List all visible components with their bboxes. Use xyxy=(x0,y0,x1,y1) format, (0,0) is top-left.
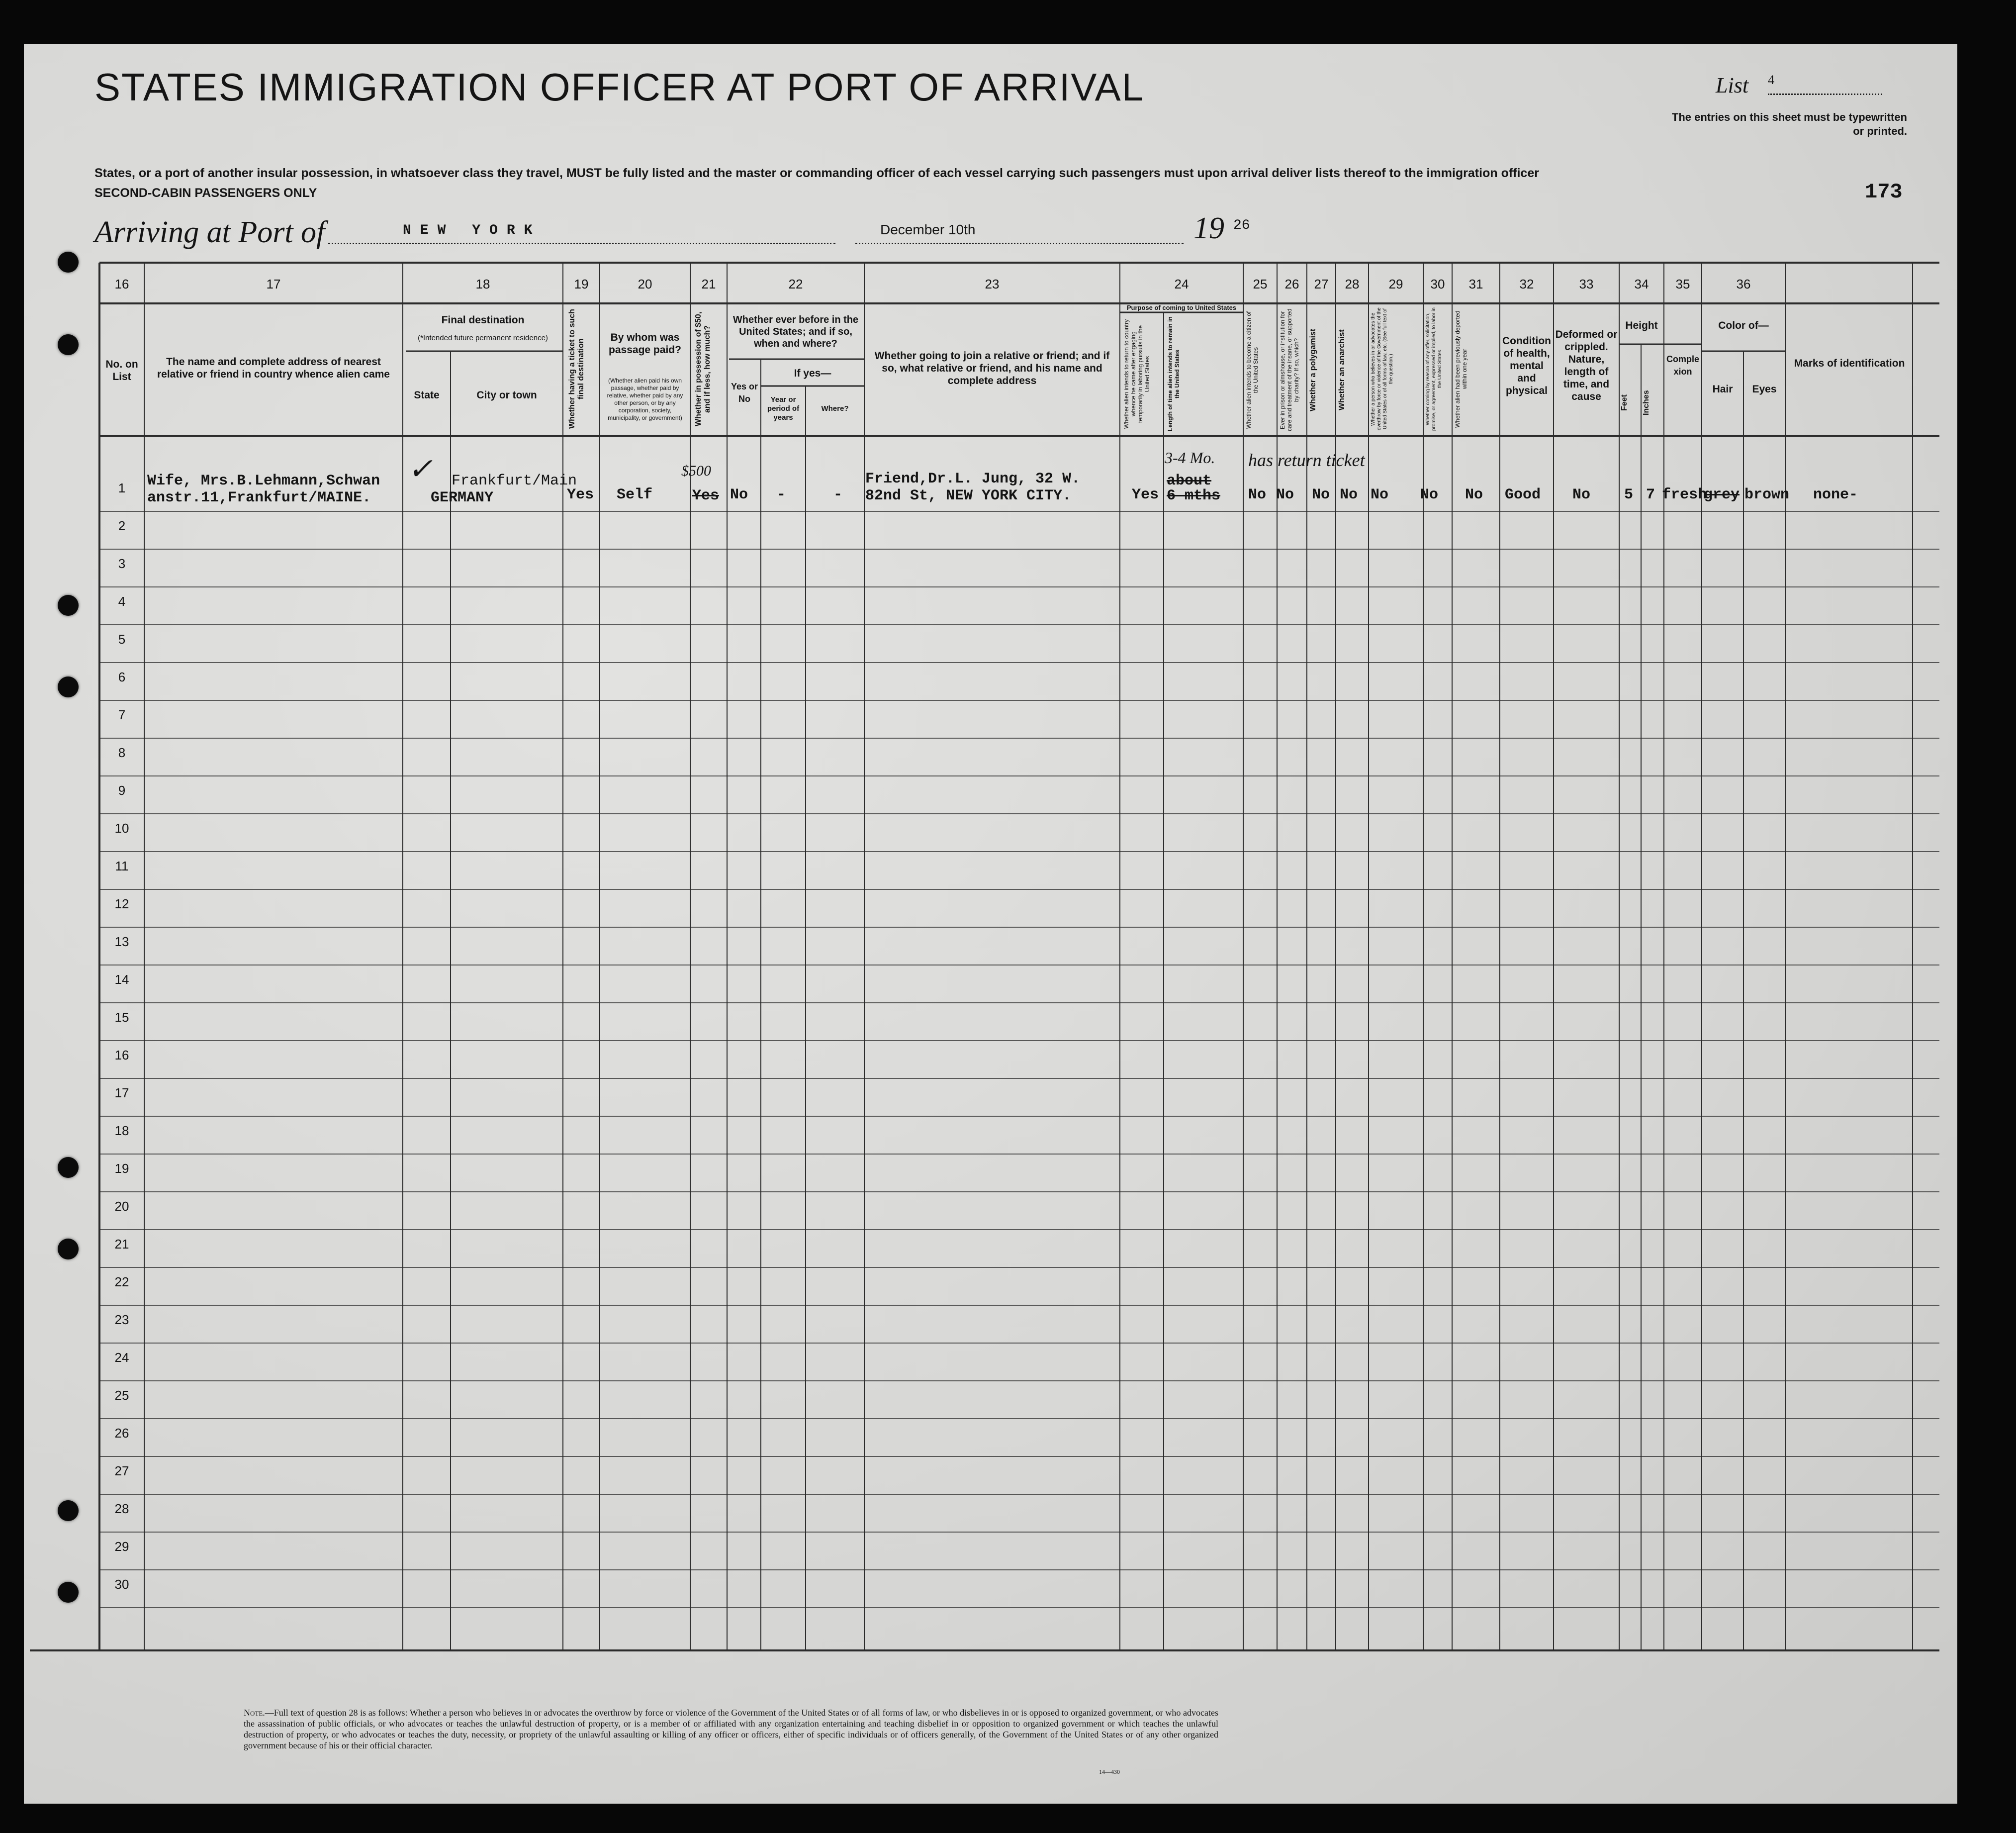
header-eyes: Eyes xyxy=(1752,383,1777,395)
row-number: 23 xyxy=(114,1312,129,1327)
row-number: 30 xyxy=(114,1577,129,1592)
eyes-value: brown xyxy=(1744,486,1790,503)
marks-value: none- xyxy=(1813,486,1858,503)
header-ticket: Whether having a ticket to such final destination xyxy=(568,309,585,429)
row-number: 16 xyxy=(114,1048,129,1062)
destination-city: Frankfurt/Main xyxy=(452,473,577,489)
column-number: 25 xyxy=(1253,277,1268,291)
passage-paid-value: Self xyxy=(617,486,653,503)
row-number: 9 xyxy=(118,783,126,798)
header-col28: Whether a person who believes in or advocates the overthrow by force or violence of the Government of the United States or of all forms of law, etc. (See full text of the question.) xyxy=(1371,307,1394,431)
header-purpose-length: Length of time alien intends to remain in the United States xyxy=(1167,316,1181,432)
list-number: 4 xyxy=(1768,73,1774,87)
list-label: List xyxy=(1716,73,1749,97)
row-number: 27 xyxy=(114,1463,129,1478)
header-yes-or-no: Yes or No xyxy=(731,382,758,404)
money-handwritten: $500 xyxy=(681,463,711,479)
header-join-relative: Whether going to join a relative or friend; and if so, what relative or friend, and his name and complete address xyxy=(874,350,1110,386)
header-feet: Feet xyxy=(1620,394,1629,411)
row-number: 5 xyxy=(118,632,126,647)
header-passage-paid: By whom was passage paid? xyxy=(609,332,681,356)
column-number: 23 xyxy=(985,277,1000,291)
sheet-number: 173 xyxy=(1865,180,1903,204)
year-suffix: 26 xyxy=(1233,218,1250,233)
entries-note: The entries on this sheet must be typewritten or printed. xyxy=(1671,111,1907,137)
header-hair: Hair xyxy=(1712,383,1733,395)
ticket-value: Yes xyxy=(567,486,594,503)
row-number: 4 xyxy=(118,594,126,609)
row-number: 2 xyxy=(118,518,126,533)
instruction-line: States, or a port of another insular possession, in whatsoever class they travel, MUST be fully listed and the master or commanding officer of each vessel carrying such passengers must upon arrival deliver lists thereof to the immigration officer xyxy=(94,166,1539,180)
arrival-date: December 10th xyxy=(880,222,976,237)
header-col29: Whether coming by reason of any offer, solicitation, promise, or agreement, expressed or implied, to labor in the United States xyxy=(1425,307,1443,431)
row-number: 6 xyxy=(118,670,126,684)
header-purpose-return: Whether alien intends to return to country whence he came after engaging temporarily in laboring pursuits in the United States xyxy=(1123,319,1151,429)
header-if-yes: If yes— xyxy=(794,367,831,379)
height-inches-value: 7 xyxy=(1646,486,1655,503)
header-where: Where? xyxy=(821,404,849,413)
header-marks: Marks of identification xyxy=(1794,357,1905,369)
header-health: Condition of health, mental and physical xyxy=(1502,335,1551,396)
header-purpose: Purpose of coming to United States xyxy=(1126,304,1237,311)
column-number: 20 xyxy=(638,277,652,291)
polygamist-value: No xyxy=(1312,486,1330,503)
row-number: 11 xyxy=(115,859,129,873)
destination-country: GERMANY xyxy=(431,489,494,506)
header-relative-address: The name and complete address of nearest relative or friend in country whence alien came xyxy=(157,356,390,380)
column-number: 21 xyxy=(701,277,716,291)
row-number: 1 xyxy=(118,481,126,495)
row-number: 19 xyxy=(114,1161,129,1176)
column-number: 27 xyxy=(1314,277,1329,291)
money-typed: Yes xyxy=(692,487,720,504)
header-col25: Ever in prison or almshouse, or institution for care and treatment of the insane, or supported by charity? If so, which? xyxy=(1279,308,1300,432)
header-inches: Inches xyxy=(1642,390,1650,416)
header-money: Whether in possession of $50, and if less, how much? xyxy=(694,311,712,427)
column-number: 24 xyxy=(1174,277,1189,291)
ever-before-value: No xyxy=(730,486,748,503)
arriving-label: Arriving at Port of xyxy=(94,215,325,249)
row-number: 13 xyxy=(114,934,129,949)
row-number: 7 xyxy=(118,707,126,722)
form-code: 14—430 xyxy=(1099,1768,1120,1775)
row-number: 15 xyxy=(114,1010,129,1025)
header-final-destination: Final destination xyxy=(441,314,525,326)
column-number: 18 xyxy=(475,277,490,291)
state-check-mark: ✓ xyxy=(408,453,433,485)
header-purpose-citizen: Whether alien intends to become a citizen of the United States xyxy=(1245,311,1259,429)
column-number: 28 xyxy=(1345,277,1360,291)
row-number: 26 xyxy=(114,1426,129,1441)
row-number: 21 xyxy=(114,1237,129,1252)
port-value: NEW YORK xyxy=(403,223,542,238)
row-number: 18 xyxy=(114,1123,129,1138)
column-number: 36 xyxy=(1736,277,1751,291)
row-number: 29 xyxy=(114,1539,129,1554)
column-number: 32 xyxy=(1519,277,1534,291)
page-title: STATES IMMIGRATION OFFICER AT PORT OF ARRIVAL xyxy=(94,65,1145,109)
anarchist-value: No xyxy=(1340,486,1358,503)
column-number: 26 xyxy=(1284,277,1299,291)
citizen-value: No xyxy=(1248,486,1267,503)
row-number: 14 xyxy=(114,972,129,987)
passenger-class: SECOND-CABIN PASSENGERS ONLY xyxy=(94,186,317,200)
footnote-text: —Full text of question 28 is as follows: Whether a person who believes in or advocates the overthrow by force or violence of the Government of the United States or of all forms of law, or who disbelieves in or is opposed to organized government, or who advocates the assassination of public officials, or who advocates or teaches the unlawful destruction of property, or is a member of or affiliated with any organization entertaining and teaching disbelief in or opposition to organized government or which teaches the unlawful destruction of property, or who advocates or teaches the duty, necessity, or propriety of the unlawful assaulting or killing of any officer or officers, either of specific individuals or of officers generally, of the Government of the United States or of any other organized government because of his or their official character. xyxy=(244,1708,1218,1750)
hair-value: grey xyxy=(1704,486,1740,503)
row-number: 28 xyxy=(114,1501,129,1516)
join-relative-line-2: 82nd St, NEW YORK CITY. xyxy=(865,487,1072,504)
relative-address-line-1: Wife, Mrs.B.Lehmann,Schwan xyxy=(147,473,380,489)
row-number: 3 xyxy=(118,556,126,571)
year-prefix: 19 xyxy=(1193,211,1224,245)
header-polygamist: Whether a polygamist xyxy=(1309,328,1317,412)
header-complexion: Complexion xyxy=(1666,354,1699,377)
return-intent-value: Yes xyxy=(1132,486,1159,503)
header-anarchist: Whether an anarchist xyxy=(1338,329,1346,411)
header-col30: Whether alien had been previously deported within one year xyxy=(1454,310,1468,428)
return-ticket-note: has return ticket xyxy=(1248,450,1365,470)
column-number: 17 xyxy=(266,277,281,291)
row-number: 24 xyxy=(114,1350,129,1365)
header-city: City or town xyxy=(476,389,537,401)
row-number: 20 xyxy=(114,1199,129,1214)
row-number: 12 xyxy=(114,896,129,911)
length-handwritten: 3-4 Mo. xyxy=(1165,449,1215,467)
row-number: 22 xyxy=(114,1274,129,1289)
column-number: 29 xyxy=(1388,277,1403,291)
where-value: - xyxy=(833,486,843,503)
row-number: 25 xyxy=(114,1388,129,1403)
row-number: 17 xyxy=(114,1085,129,1100)
header-year-period: Year or period of years xyxy=(767,395,800,422)
header-final-destination-note: (*Intended future permanent residence) xyxy=(418,334,548,342)
header-ever-before: Whether ever before in the United States; and if so, when and where? xyxy=(733,314,859,349)
year-period-value: - xyxy=(777,486,786,503)
column-number: 16 xyxy=(114,277,129,291)
length-struck-2: 6 mths xyxy=(1167,487,1221,504)
column-number: 30 xyxy=(1430,277,1445,291)
footnote xyxy=(244,1707,1218,1751)
header-height: Height xyxy=(1625,319,1658,331)
column-number: 22 xyxy=(788,277,803,291)
header-deformed: Deformed or crippled. Nature, length of time, and cause xyxy=(1555,329,1618,402)
row-number: 8 xyxy=(118,745,126,760)
footnote-label: Note. xyxy=(244,1708,265,1718)
header-passage-paid-note: (Whether alien paid his own passage, whether paid by relative, whether paid by any other person, or by any corporation, society, municipality, or government) xyxy=(607,377,683,421)
row-number: 10 xyxy=(114,821,129,836)
column-number: 35 xyxy=(1675,277,1690,291)
join-relative-line-1: Friend,Dr.L. Jung, 32 W. xyxy=(865,471,1081,487)
col25-value: No xyxy=(1276,486,1294,503)
column-number: 19 xyxy=(574,277,589,291)
deformed-value: No xyxy=(1572,486,1591,503)
column-number: 33 xyxy=(1579,277,1594,291)
complexion-value: fresh xyxy=(1662,486,1707,503)
header-no-on-list: No. on List xyxy=(105,359,138,383)
column-number: 34 xyxy=(1634,277,1649,291)
health-value: Good xyxy=(1505,486,1541,503)
col29-value: No xyxy=(1420,486,1439,503)
relative-address-line-2: anstr.11,Frankfurt/MAINE. xyxy=(147,489,371,506)
col28-value: No xyxy=(1371,486,1389,503)
column-number: 31 xyxy=(1468,277,1483,291)
length-struck-1: about xyxy=(1167,473,1212,489)
col30-value: No xyxy=(1465,486,1483,503)
header-state: State xyxy=(414,389,440,401)
header-color-of: Color of— xyxy=(1718,319,1769,331)
height-feet-value: 5 xyxy=(1624,486,1634,503)
